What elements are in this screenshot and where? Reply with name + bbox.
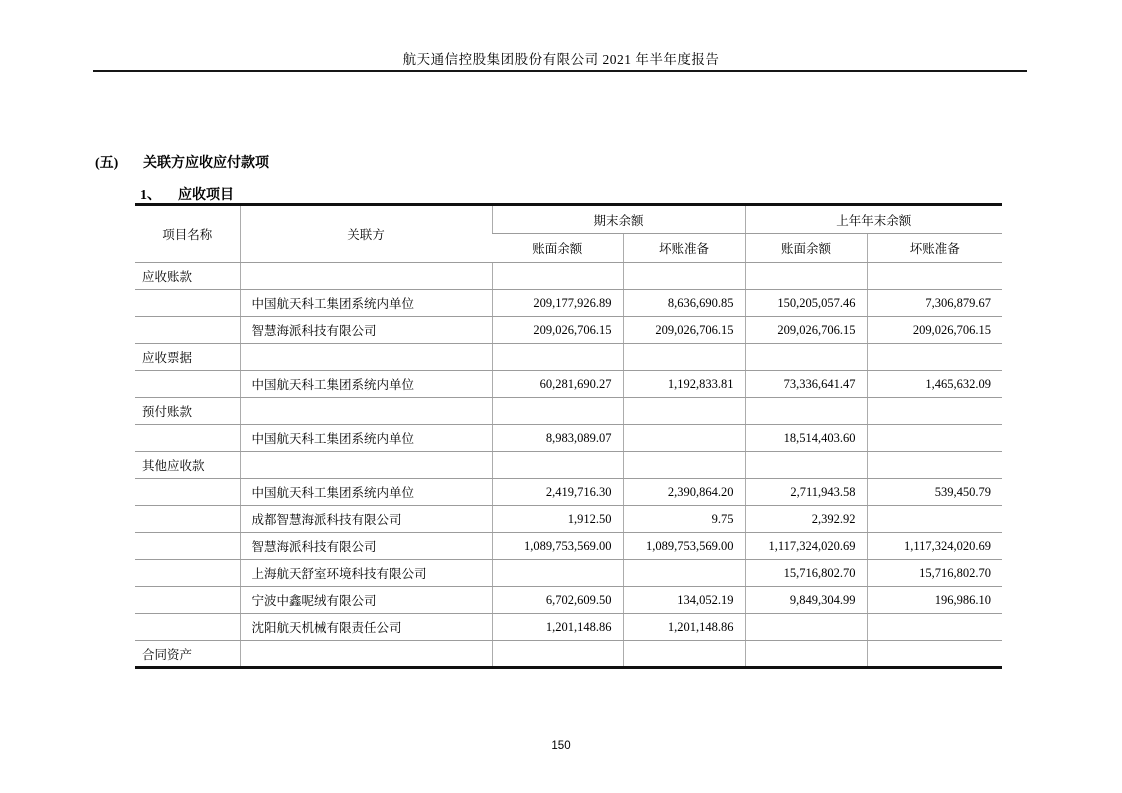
related-party-cell: 中国航天科工集团系统内单位 (240, 371, 492, 398)
receivables-table (135, 203, 1002, 669)
related-party-cell (240, 641, 492, 668)
item-name-cell: 合同资产 (135, 641, 240, 668)
item-name-cell (135, 587, 240, 614)
ending-bad-debt-cell: 209,026,706.15 (623, 317, 745, 344)
table-row (135, 371, 1002, 398)
ending-bad-debt-cell (623, 344, 745, 371)
column-header-book-balance-current: 账面余额 (492, 234, 623, 263)
ending-book-balance-cell: 209,026,706.15 (492, 317, 623, 344)
related-party-cell: 智慧海派科技有限公司 (240, 317, 492, 344)
ending-book-balance-cell (492, 452, 623, 479)
related-party-cell: 中国航天科工集团系统内单位 (240, 425, 492, 452)
subsection-number: 1、 (140, 188, 161, 203)
item-name-cell (135, 425, 240, 452)
subsection-heading (140, 184, 234, 204)
ending-bad-debt-cell (623, 398, 745, 425)
table-row (135, 560, 1002, 587)
column-header-bad-debt-prior: 坏账准备 (867, 234, 1002, 263)
related-party-cell (240, 398, 492, 425)
item-name-cell: 应收账款 (135, 263, 240, 290)
table-body (135, 263, 1002, 668)
ending-book-balance-cell: 1,201,148.86 (492, 614, 623, 641)
prior-bad-debt-cell (867, 398, 1002, 425)
item-name-cell: 应收票据 (135, 344, 240, 371)
prior-book-balance-cell (745, 344, 867, 371)
ending-book-balance-cell: 60,281,690.27 (492, 371, 623, 398)
table-row (135, 587, 1002, 614)
ending-book-balance-cell: 6,702,609.50 (492, 587, 623, 614)
ending-book-balance-cell: 209,177,926.89 (492, 290, 623, 317)
prior-book-balance-cell: 73,336,641.47 (745, 371, 867, 398)
item-name-cell (135, 533, 240, 560)
table-row (135, 263, 1002, 290)
prior-book-balance-cell: 1,117,324,020.69 (745, 533, 867, 560)
prior-bad-debt-cell: 1,465,632.09 (867, 371, 1002, 398)
ending-book-balance-cell: 1,912.50 (492, 506, 623, 533)
subsection-title: 应收项目 (178, 188, 234, 203)
section-heading (95, 152, 269, 172)
column-group-ending-balance: 期末余额 (492, 205, 745, 234)
ending-bad-debt-cell (623, 560, 745, 587)
prior-book-balance-cell: 9,849,304.99 (745, 587, 867, 614)
item-name-cell: 预付账款 (135, 398, 240, 425)
related-party-cell: 中国航天科工集团系统内单位 (240, 479, 492, 506)
page-number: 150 (551, 740, 571, 752)
column-group-prior-year-balance: 上年年末余额 (745, 205, 1002, 234)
receivables-table-wrap (135, 203, 1002, 669)
table-row (135, 506, 1002, 533)
item-name-cell (135, 479, 240, 506)
ending-bad-debt-cell: 134,052.19 (623, 587, 745, 614)
running-head-rule (93, 70, 1027, 72)
prior-book-balance-cell (745, 614, 867, 641)
ending-book-balance-cell (492, 344, 623, 371)
prior-book-balance-cell (745, 452, 867, 479)
section-title: 关联方应收应付款项 (143, 156, 269, 171)
prior-book-balance-cell: 150,205,057.46 (745, 290, 867, 317)
item-name-cell (135, 506, 240, 533)
ending-book-balance-cell: 1,089,753,569.00 (492, 533, 623, 560)
prior-bad-debt-cell: 7,306,879.67 (867, 290, 1002, 317)
prior-bad-debt-cell: 196,986.10 (867, 587, 1002, 614)
ending-book-balance-cell (492, 398, 623, 425)
table-row (135, 641, 1002, 668)
table-row (135, 317, 1002, 344)
ending-bad-debt-cell: 1,089,753,569.00 (623, 533, 745, 560)
related-party-cell: 成都智慧海派科技有限公司 (240, 506, 492, 533)
item-name-cell (135, 371, 240, 398)
item-name-cell: 其他应收款 (135, 452, 240, 479)
table-row (135, 479, 1002, 506)
related-party-cell (240, 344, 492, 371)
ending-bad-debt-cell: 1,201,148.86 (623, 614, 745, 641)
ending-bad-debt-cell: 8,636,690.85 (623, 290, 745, 317)
item-name-cell (135, 560, 240, 587)
prior-bad-debt-cell (867, 452, 1002, 479)
table-row (135, 290, 1002, 317)
column-header-related-party: 关联方 (240, 205, 492, 263)
prior-bad-debt-cell: 209,026,706.15 (867, 317, 1002, 344)
ending-bad-debt-cell: 9.75 (623, 506, 745, 533)
table-row (135, 533, 1002, 560)
ending-book-balance-cell: 8,983,089.07 (492, 425, 623, 452)
prior-bad-debt-cell (867, 425, 1002, 452)
ending-book-balance-cell (492, 560, 623, 587)
ending-bad-debt-cell: 1,192,833.81 (623, 371, 745, 398)
ending-bad-debt-cell: 2,390,864.20 (623, 479, 745, 506)
prior-bad-debt-cell: 15,716,802.70 (867, 560, 1002, 587)
prior-bad-debt-cell (867, 263, 1002, 290)
prior-bad-debt-cell: 539,450.79 (867, 479, 1002, 506)
prior-bad-debt-cell: 1,117,324,020.69 (867, 533, 1002, 560)
ending-bad-debt-cell (623, 641, 745, 668)
prior-book-balance-cell: 15,716,802.70 (745, 560, 867, 587)
prior-book-balance-cell (745, 398, 867, 425)
prior-bad-debt-cell (867, 344, 1002, 371)
section-number: (五) (95, 156, 119, 171)
ending-book-balance-cell: 2,419,716.30 (492, 479, 623, 506)
prior-book-balance-cell: 18,514,403.60 (745, 425, 867, 452)
prior-bad-debt-cell (867, 614, 1002, 641)
column-header-item-name: 项目名称 (135, 205, 240, 263)
ending-bad-debt-cell (623, 452, 745, 479)
column-header-book-balance-prior: 账面余额 (745, 234, 867, 263)
table-row (135, 452, 1002, 479)
related-party-cell: 宁波中鑫呢绒有限公司 (240, 587, 492, 614)
ending-book-balance-cell (492, 263, 623, 290)
column-header-bad-debt-current: 坏账准备 (623, 234, 745, 263)
prior-book-balance-cell: 2,392.92 (745, 506, 867, 533)
related-party-cell (240, 452, 492, 479)
related-party-cell: 沈阳航天机械有限责任公司 (240, 614, 492, 641)
ending-bad-debt-cell (623, 425, 745, 452)
item-name-cell (135, 317, 240, 344)
ending-book-balance-cell (492, 641, 623, 668)
prior-bad-debt-cell (867, 506, 1002, 533)
prior-book-balance-cell (745, 263, 867, 290)
related-party-cell (240, 263, 492, 290)
item-name-cell (135, 290, 240, 317)
related-party-cell: 智慧海派科技有限公司 (240, 533, 492, 560)
table-row (135, 614, 1002, 641)
table-row (135, 425, 1002, 452)
table-row (135, 344, 1002, 371)
prior-book-balance-cell: 209,026,706.15 (745, 317, 867, 344)
prior-book-balance-cell: 2,711,943.58 (745, 479, 867, 506)
related-party-cell: 上海航天舒室环境科技有限公司 (240, 560, 492, 587)
prior-bad-debt-cell (867, 641, 1002, 668)
table-row (135, 398, 1002, 425)
item-name-cell (135, 614, 240, 641)
related-party-cell: 中国航天科工集团系统内单位 (240, 290, 492, 317)
prior-book-balance-cell (745, 641, 867, 668)
running-head-title: 航天通信控股集团股份有限公司 2021 年半年度报告 (402, 52, 720, 67)
table-header (135, 205, 1002, 263)
ending-bad-debt-cell (623, 263, 745, 290)
